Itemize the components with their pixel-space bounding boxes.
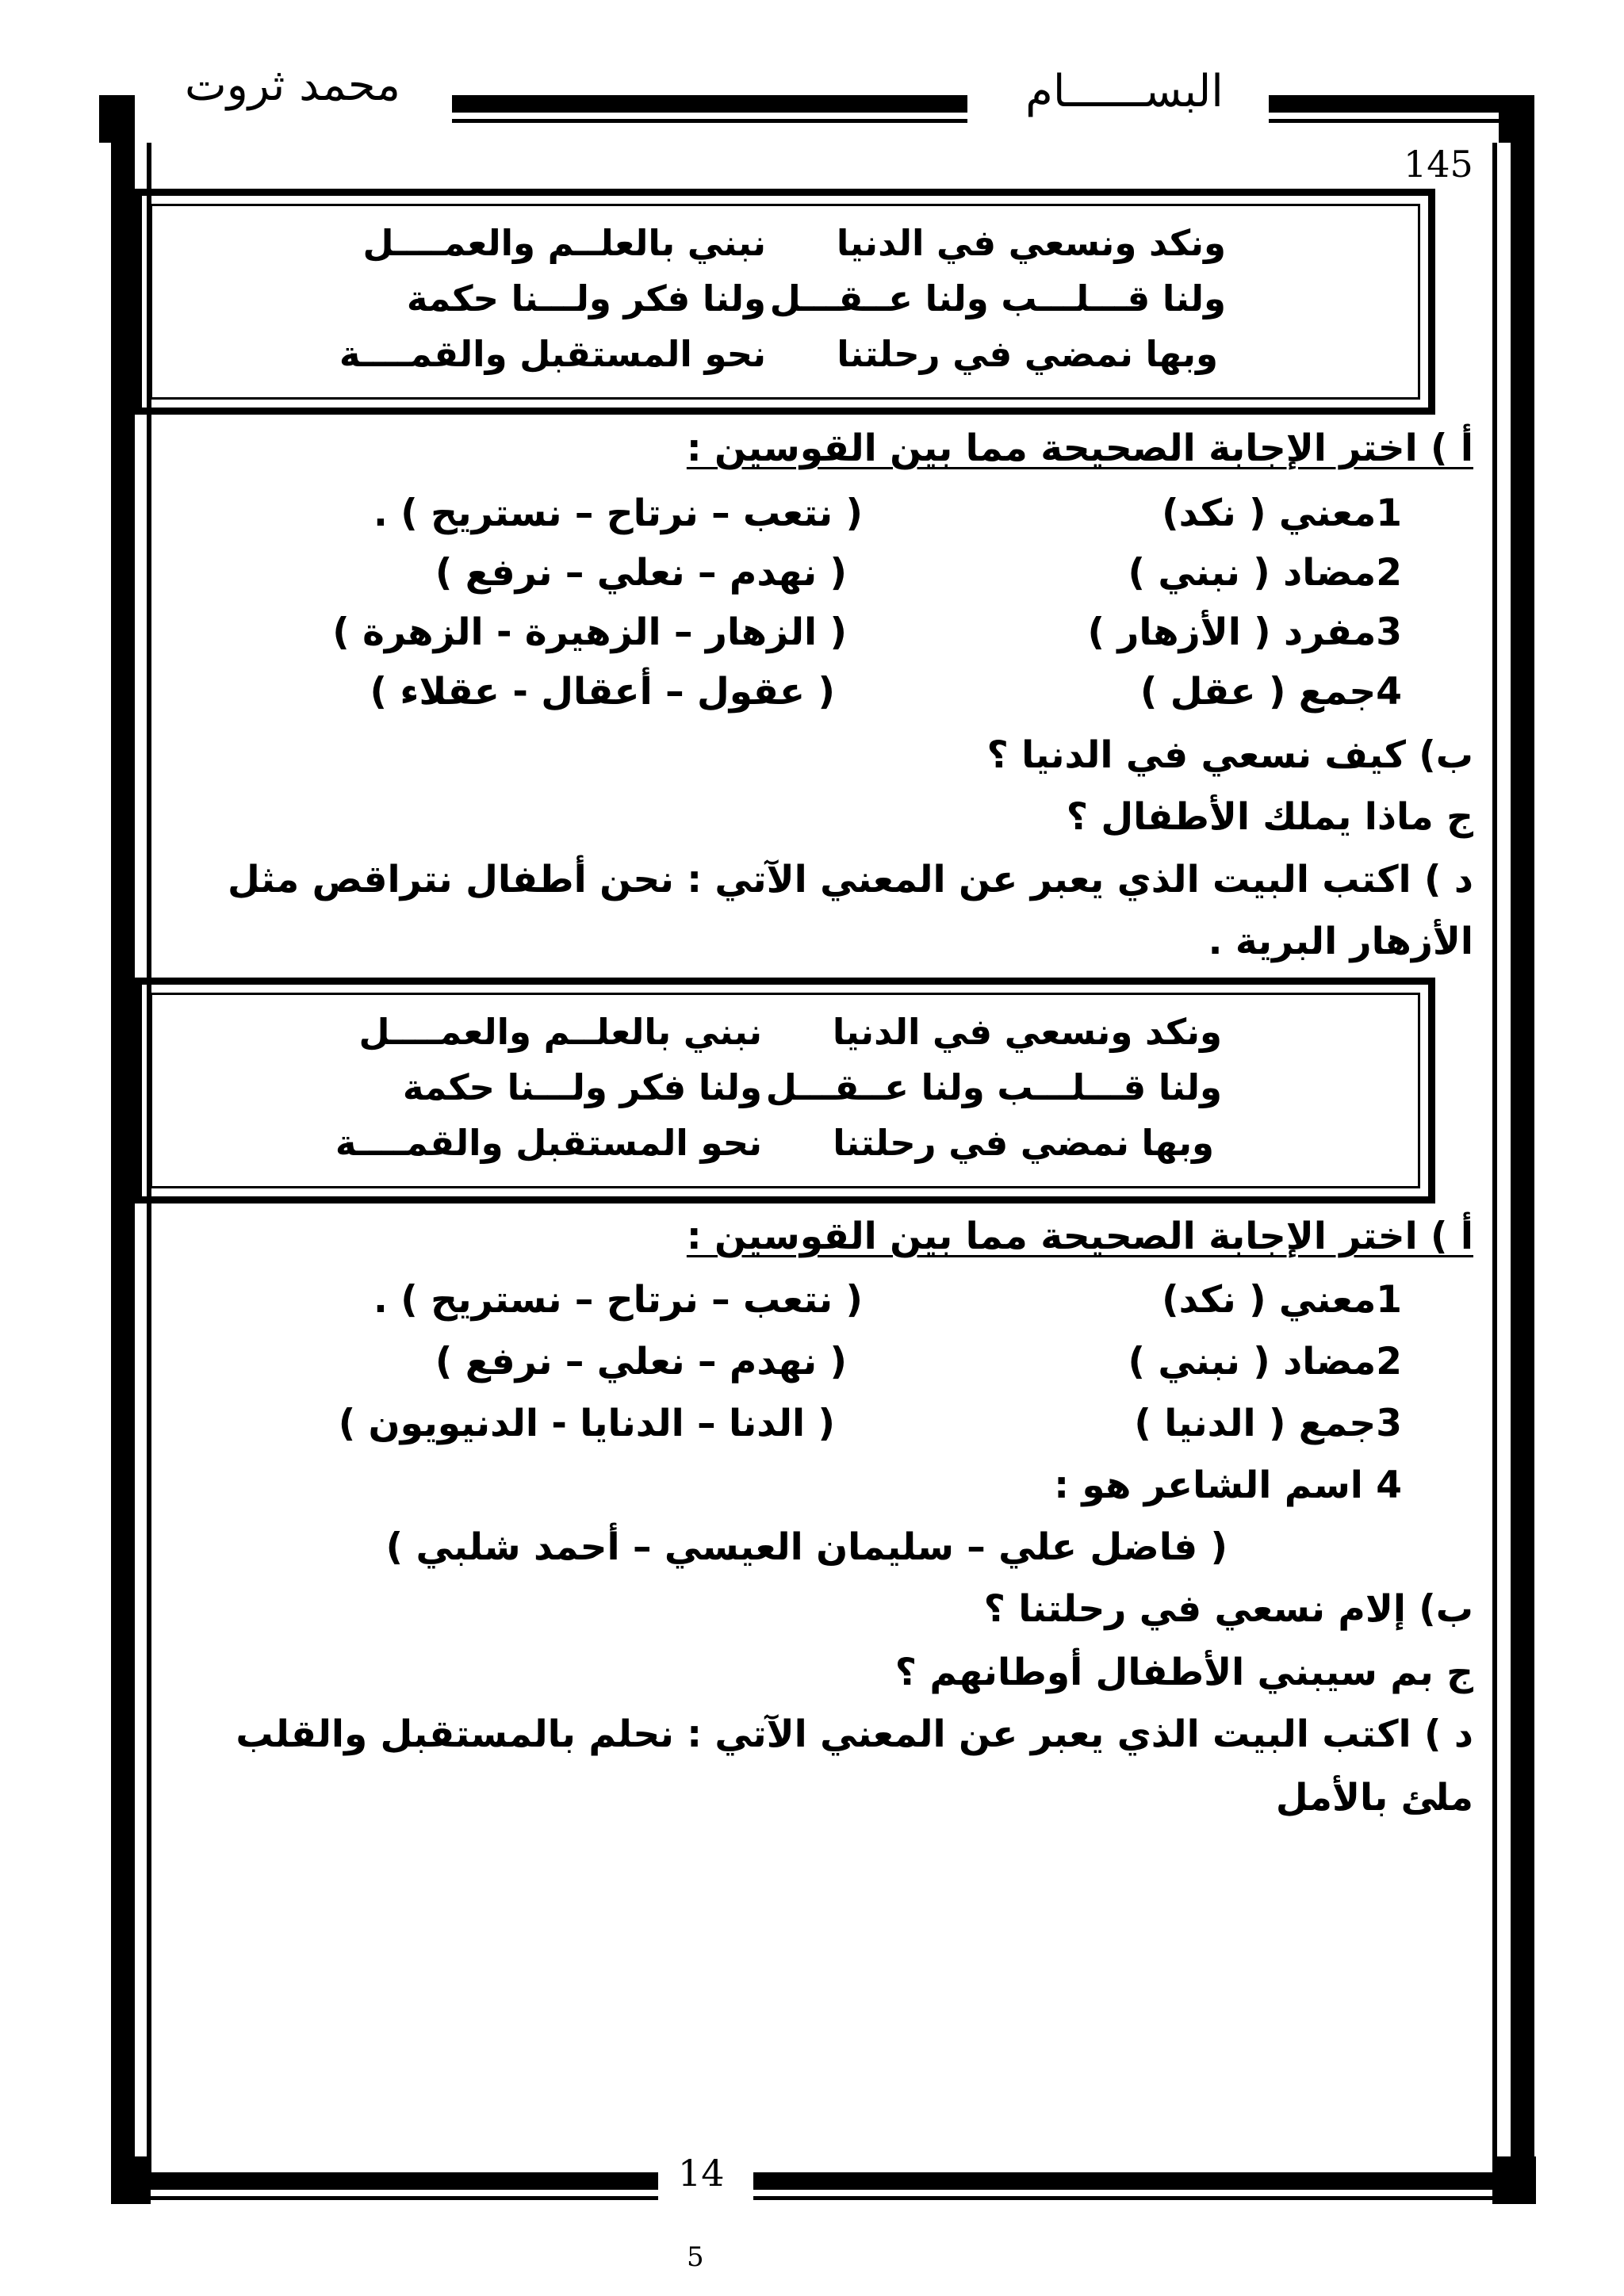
section1-q1-options: ( نتعب – نرتاح – نستريح ) . — [373, 492, 863, 535]
header-bar-right-thin — [1269, 119, 1515, 123]
section2-q3-options: ( الدنا – الدنايا - الدنيويون ) — [338, 1402, 835, 1445]
frame-left-thick — [111, 143, 135, 2188]
footer-page-number: 14 — [678, 2152, 725, 2195]
poem2-line-3-right: وبها نمضي في رحلتنا — [833, 1122, 1214, 1164]
section1-instruction: أ ) اختر الإجابة الصحيحة مما بين القوسين : — [686, 427, 1473, 470]
footer-bar-right — [753, 2172, 1495, 2190]
header-author: محمد ثروت — [185, 59, 400, 111]
section1-question-c: ج ماذا يملك الأطفال ؟ — [1066, 795, 1473, 839]
section1-q2: 2مضاد ( نبني ) — [1128, 551, 1402, 595]
poem-line-2-right: ولنا قـــلـــب ولنا عــقـــل — [769, 277, 1226, 320]
section2-question-b: ب) إلام نسعي في رحلتنا ؟ — [983, 1587, 1473, 1631]
header-title: البســــــام — [1025, 66, 1224, 117]
section2-instruction: أ ) اختر الإجابة الصحيحة مما بين القوسين : — [686, 1215, 1473, 1258]
section2-q4: 4 اسم الشاعر هو : — [1054, 1464, 1402, 1507]
poem-line-2-left: ولنا فكر ولـــنا حكمة — [406, 277, 766, 320]
header-bar-right — [1269, 95, 1515, 113]
poem-line-3-left: نحو المستقبل والقمــــة — [339, 333, 766, 375]
poem-line-1-left: نبني بالعلــم والعمــــل — [362, 222, 766, 264]
section2-q1-options: ( نتعب – نرتاح – نستريح ) . — [373, 1278, 863, 1322]
section1-question-d-line1: د ) اكتب البيت الذي يعبر عن المعني الآتي : نحن أطفال نتراقص مثل — [228, 858, 1473, 901]
section2-question-c: ج بم سيبني الأطفال أوطانهم ؟ — [894, 1651, 1473, 1694]
frame-right-thick — [1511, 143, 1534, 2188]
poem-line-3-right: وبها نمضي في رحلتنا — [837, 333, 1218, 375]
poem2-line-1-right: ونكد ونسعي في الدنيا — [832, 1011, 1222, 1053]
poem-line-1-right: ونكد ونسعي في الدنيا — [836, 222, 1226, 264]
poem2-line-2-right: ولنا قـــلـــب ولنا عــقـــل — [765, 1066, 1222, 1108]
frame-right-bottom-corner — [1492, 2156, 1536, 2204]
poem-box-1 — [135, 189, 1435, 415]
frame-left-top-corner — [99, 95, 135, 143]
section2-question-d-line1: د ) اكتب البيت الذي يعبر عن المعني الآتي : نحلم بالمستقبل والقلب — [236, 1712, 1473, 1756]
footer-bar-left-thin — [151, 2196, 658, 2200]
section1-q3-options: ( الزهار – الزهيرة - الزهرة ) — [332, 610, 847, 654]
frame-left-bottom-corner — [111, 2156, 151, 2204]
section2-q3: 3جمع ( الدنيا ) — [1134, 1402, 1402, 1445]
poem2-line-1-left: نبني بالعلــم والعمــــل — [358, 1011, 762, 1053]
section1-q3: 3مفرد ( الأزهار ) — [1087, 610, 1402, 654]
section1-question-b: ب) كيف نسعي في الدنيا ؟ — [986, 733, 1473, 777]
frame-right-thin — [1492, 143, 1497, 2188]
section2-q4-options: ( فاضل علي – سليمان العيسي – أحمد شلبي ) — [385, 1525, 1228, 1569]
poem-box-2 — [135, 978, 1435, 1203]
section2-q1: 1معني ( نكد) — [1162, 1278, 1402, 1322]
section1-q2-options: ( نهدم – نعلي – نرفع ) — [435, 551, 847, 595]
section2-q2-options: ( نهدم – نعلي – نرفع ) — [435, 1340, 847, 1383]
poem2-line-3-left: نحو المستقبل والقمــــة — [335, 1122, 762, 1164]
section2-question-d-line2: ملئ بالأمل — [1275, 1776, 1473, 1820]
header-bar-left-thin — [452, 119, 967, 123]
poem2-line-2-left: ولنا فكر ولـــنا حكمة — [402, 1066, 762, 1108]
footer-page-number-overflow: 5 — [687, 2241, 704, 2273]
section1-question-d-line2: الأزهار البرية . — [1208, 920, 1473, 963]
footer-bar-left — [151, 2172, 658, 2190]
page-number: 145 — [1404, 143, 1473, 186]
section1-q4: 4جمع ( عقل ) — [1139, 670, 1402, 714]
section1-q1: 1معني ( نكد) — [1162, 492, 1402, 535]
footer-bar-right-thin — [753, 2196, 1495, 2200]
section1-q4-options: ( عقول – أعقال - عقلاء ) — [370, 670, 835, 714]
section2-q2: 2مضاد ( نبني ) — [1128, 1340, 1402, 1383]
header-bar-left — [452, 95, 967, 113]
